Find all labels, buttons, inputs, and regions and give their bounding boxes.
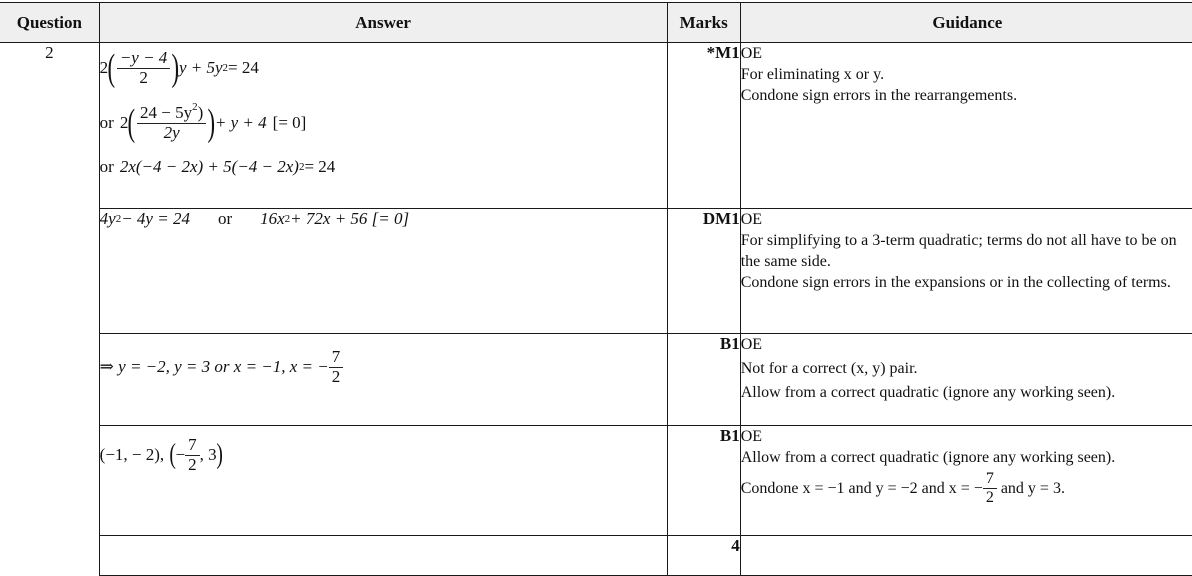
marks-cell: DM1 (667, 209, 740, 334)
answer-cell: (−1, − 2), ( − $\frac{7}{2}$ , 3 ) (99, 426, 667, 536)
marks-cell: *M1 (667, 43, 740, 209)
fraction: $\frac{7}{2}$ (983, 470, 997, 506)
question-number: 2 (0, 43, 99, 576)
marks-cell: B1 (667, 426, 740, 536)
header-marks: Marks (667, 3, 740, 43)
total-row (0, 536, 1192, 576)
header-question: Question (0, 3, 99, 43)
table-row (0, 334, 1192, 426)
answer-cell: 4y 2 − 4y = 24 or 16x 2 + 72x + 56 [= 0] (99, 209, 667, 334)
guidance-cell: OE For simplifying to a 3-term quadratic; terms do not all have to be on the same side. Condone sign errors in the expansions or in the collecting of terms. (740, 209, 1192, 334)
total-marks: 4 (667, 536, 740, 576)
fraction: $\frac{-y - 4}{2}$ (117, 49, 171, 87)
header-answer: Answer (99, 3, 667, 43)
mark-scheme-table (0, 2, 1192, 576)
answer-line-1: 2 ( $\frac{-y - 4}{2}$ ) y + 5y 2 = 24 (99, 47, 259, 89)
answer-cell: ⇒ y = −2, y = 3 or x = −1, x = − $\frac{7}{2}$ (99, 334, 667, 426)
fraction: $\frac{24 - 5y^2)}{2y}$ (137, 104, 206, 142)
table-row (0, 209, 1192, 334)
guidance-cell: OE Not for a correct (x, y) pair. Allow from a correct quadratic (ignore any working seen). (740, 334, 1192, 426)
fraction: $\frac{7}{2}$ (185, 436, 200, 474)
table-row (0, 43, 1192, 209)
answer-cell-empty (99, 536, 667, 576)
marks-cell: B1 (667, 334, 740, 426)
answer-line-3: or 2x(−4 − 2x) + 5(−4 − 2x) 2 = 24 (99, 157, 336, 176)
fraction: $\frac{7}{2}$ (329, 348, 344, 386)
guidance-cell: OE For eliminating x or y. Condone sign errors in the rearrangements. (740, 43, 1192, 209)
table-row (0, 426, 1192, 536)
guidance-cell: OE Allow from a correct quadratic (ignore any working seen). Condone x = −1 and y = −2 and x = − $\frac{7}{2}$ and y = 3. (740, 426, 1192, 536)
answer-line-2: or 2 ( $\frac{24 - 5y^2)}{2y}$ ) + y + 4 [= 0] (99, 100, 307, 144)
guidance-cell-empty (740, 536, 1192, 576)
header-row (0, 3, 1192, 43)
answer-cell (99, 43, 667, 209)
header-guidance: Guidance (740, 3, 1192, 43)
